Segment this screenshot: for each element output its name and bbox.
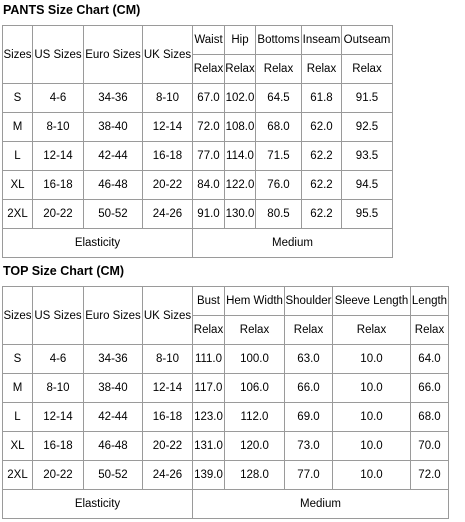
header-euro-sizes: Euro Sizes [84, 287, 143, 345]
header-shoulder: Shoulder [285, 287, 333, 316]
fit-label: Relax [411, 316, 449, 345]
table-cell: 8-10 [143, 84, 193, 113]
table-cell: 34-36 [84, 345, 143, 374]
table-row [3, 113, 393, 142]
table-cell: 16-18 [143, 403, 193, 432]
table-cell: M [3, 374, 33, 403]
fit-label: Relax [193, 55, 225, 84]
header-waist: Waist [193, 26, 225, 55]
table-cell: 50-52 [84, 200, 143, 229]
table-cell: 38-40 [84, 374, 143, 403]
table-cell: 38-40 [84, 113, 143, 142]
pants-size-table [2, 25, 393, 258]
table-cell: 120.0 [225, 432, 285, 461]
table-cell: 102.0 [225, 84, 256, 113]
table-cell: 123.0 [193, 403, 225, 432]
table-cell: 80.5 [256, 200, 302, 229]
table-cell: XL [3, 432, 33, 461]
table-cell: 62.0 [302, 113, 342, 142]
table-cell: 72.0 [411, 461, 449, 490]
table-cell: 117.0 [193, 374, 225, 403]
header-inseam: Inseam [302, 26, 342, 55]
table-cell: 76.0 [256, 171, 302, 200]
table-cell: S [3, 345, 33, 374]
fit-label: Relax [256, 55, 302, 84]
table-row [3, 403, 449, 432]
table-cell: 93.5 [342, 142, 393, 171]
table-cell: 91.5 [342, 84, 393, 113]
table-cell: 63.0 [285, 345, 333, 374]
table-cell: XL [3, 171, 33, 200]
table-cell: 50-52 [84, 461, 143, 490]
table-cell: 10.0 [333, 345, 411, 374]
table-row [3, 461, 449, 490]
table-cell: 42-44 [84, 142, 143, 171]
pants-chart-title: PANTS Size Chart (CM) [3, 3, 141, 17]
header-length: Length [411, 287, 449, 316]
table-cell: 106.0 [225, 374, 285, 403]
elasticity-label: Elasticity [3, 490, 193, 519]
header-sizes: Sizes [3, 287, 33, 345]
table-row [3, 84, 393, 113]
table-row [3, 345, 449, 374]
table-cell: 112.0 [225, 403, 285, 432]
header-bottoms: Bottoms [256, 26, 302, 55]
table-cell: 122.0 [225, 171, 256, 200]
table-cell: 61.8 [302, 84, 342, 113]
table-cell: S [3, 84, 33, 113]
table-cell: 16-18 [143, 142, 193, 171]
header-hem-width: Hem Width [225, 287, 285, 316]
table-cell: 77.0 [193, 142, 225, 171]
header-hip: Hip [225, 26, 256, 55]
table-cell: L [3, 142, 33, 171]
table-row [3, 171, 393, 200]
table-cell: 2XL [3, 200, 33, 229]
table-cell: 66.0 [285, 374, 333, 403]
table-cell: 10.0 [333, 374, 411, 403]
table-cell: 108.0 [225, 113, 256, 142]
table-cell: 10.0 [333, 461, 411, 490]
table-cell: 92.5 [342, 113, 393, 142]
fit-label: Relax [302, 55, 342, 84]
table-cell: 71.5 [256, 142, 302, 171]
fit-label: Relax [225, 55, 256, 84]
table-cell: 12-14 [33, 142, 84, 171]
table-cell: 62.2 [302, 200, 342, 229]
table-cell: 16-18 [33, 432, 84, 461]
elasticity-value: Medium [193, 229, 393, 258]
table-cell: 20-22 [33, 200, 84, 229]
table-cell: 4-6 [33, 84, 84, 113]
table-cell: 128.0 [225, 461, 285, 490]
elasticity-label: Elasticity [3, 229, 193, 258]
table-cell: 42-44 [84, 403, 143, 432]
table-cell: 12-14 [33, 403, 84, 432]
header-uk-sizes: UK Sizes [143, 26, 193, 84]
fit-label: Relax [342, 55, 393, 84]
table-row [3, 432, 449, 461]
table-cell: 67.0 [193, 84, 225, 113]
table-cell: 94.5 [342, 171, 393, 200]
header-us-sizes: US Sizes [33, 287, 84, 345]
table-cell: 91.0 [193, 200, 225, 229]
fit-label: Relax [285, 316, 333, 345]
table-row [3, 374, 449, 403]
table-row [3, 142, 393, 171]
fit-label: Relax [225, 316, 285, 345]
table-cell: 20-22 [33, 461, 84, 490]
table-cell: 24-26 [143, 461, 193, 490]
table-cell: 62.2 [302, 171, 342, 200]
header-us-sizes: US Sizes [33, 26, 84, 84]
table-row [3, 200, 393, 229]
table-cell: 8-10 [33, 374, 84, 403]
header-euro-sizes: Euro Sizes [84, 26, 143, 84]
table-cell: 20-22 [143, 171, 193, 200]
table-cell: 46-48 [84, 432, 143, 461]
table-cell: 68.0 [256, 113, 302, 142]
table-cell: 111.0 [193, 345, 225, 374]
table-cell: 64.5 [256, 84, 302, 113]
fit-label: Relax [193, 316, 225, 345]
table-cell: 72.0 [193, 113, 225, 142]
fit-label: Relax [333, 316, 411, 345]
table-cell: 12-14 [143, 374, 193, 403]
table-cell: 114.0 [225, 142, 256, 171]
header-bust: Bust [193, 287, 225, 316]
top-chart-title: TOP Size Chart (CM) [3, 264, 125, 278]
header-outseam: Outseam [342, 26, 393, 55]
table-cell: 46-48 [84, 171, 143, 200]
table-cell: L [3, 403, 33, 432]
table-cell: 16-18 [33, 171, 84, 200]
table-cell: 77.0 [285, 461, 333, 490]
table-cell: 12-14 [143, 113, 193, 142]
table-cell: 2XL [3, 461, 33, 490]
table-cell: 70.0 [411, 432, 449, 461]
header-sizes: Sizes [3, 26, 33, 84]
header-uk-sizes: UK Sizes [143, 287, 193, 345]
table-cell: 8-10 [143, 345, 193, 374]
table-cell: 4-6 [33, 345, 84, 374]
table-cell: 24-26 [143, 200, 193, 229]
table-cell: 20-22 [143, 432, 193, 461]
table-cell: 130.0 [225, 200, 256, 229]
table-cell: 84.0 [193, 171, 225, 200]
table-cell: 68.0 [411, 403, 449, 432]
table-cell: 73.0 [285, 432, 333, 461]
table-cell: 62.2 [302, 142, 342, 171]
header-sleeve-length: Sleeve Length [333, 287, 411, 316]
table-cell: 8-10 [33, 113, 84, 142]
table-cell: 64.0 [411, 345, 449, 374]
table-cell: 131.0 [193, 432, 225, 461]
elasticity-value: Medium [193, 490, 449, 519]
table-cell: 10.0 [333, 403, 411, 432]
table-cell: M [3, 113, 33, 142]
table-cell: 66.0 [411, 374, 449, 403]
table-cell: 69.0 [285, 403, 333, 432]
table-cell: 95.5 [342, 200, 393, 229]
table-cell: 100.0 [225, 345, 285, 374]
top-size-table [2, 286, 449, 519]
table-cell: 10.0 [333, 432, 411, 461]
table-cell: 34-36 [84, 84, 143, 113]
table-cell: 139.0 [193, 461, 225, 490]
